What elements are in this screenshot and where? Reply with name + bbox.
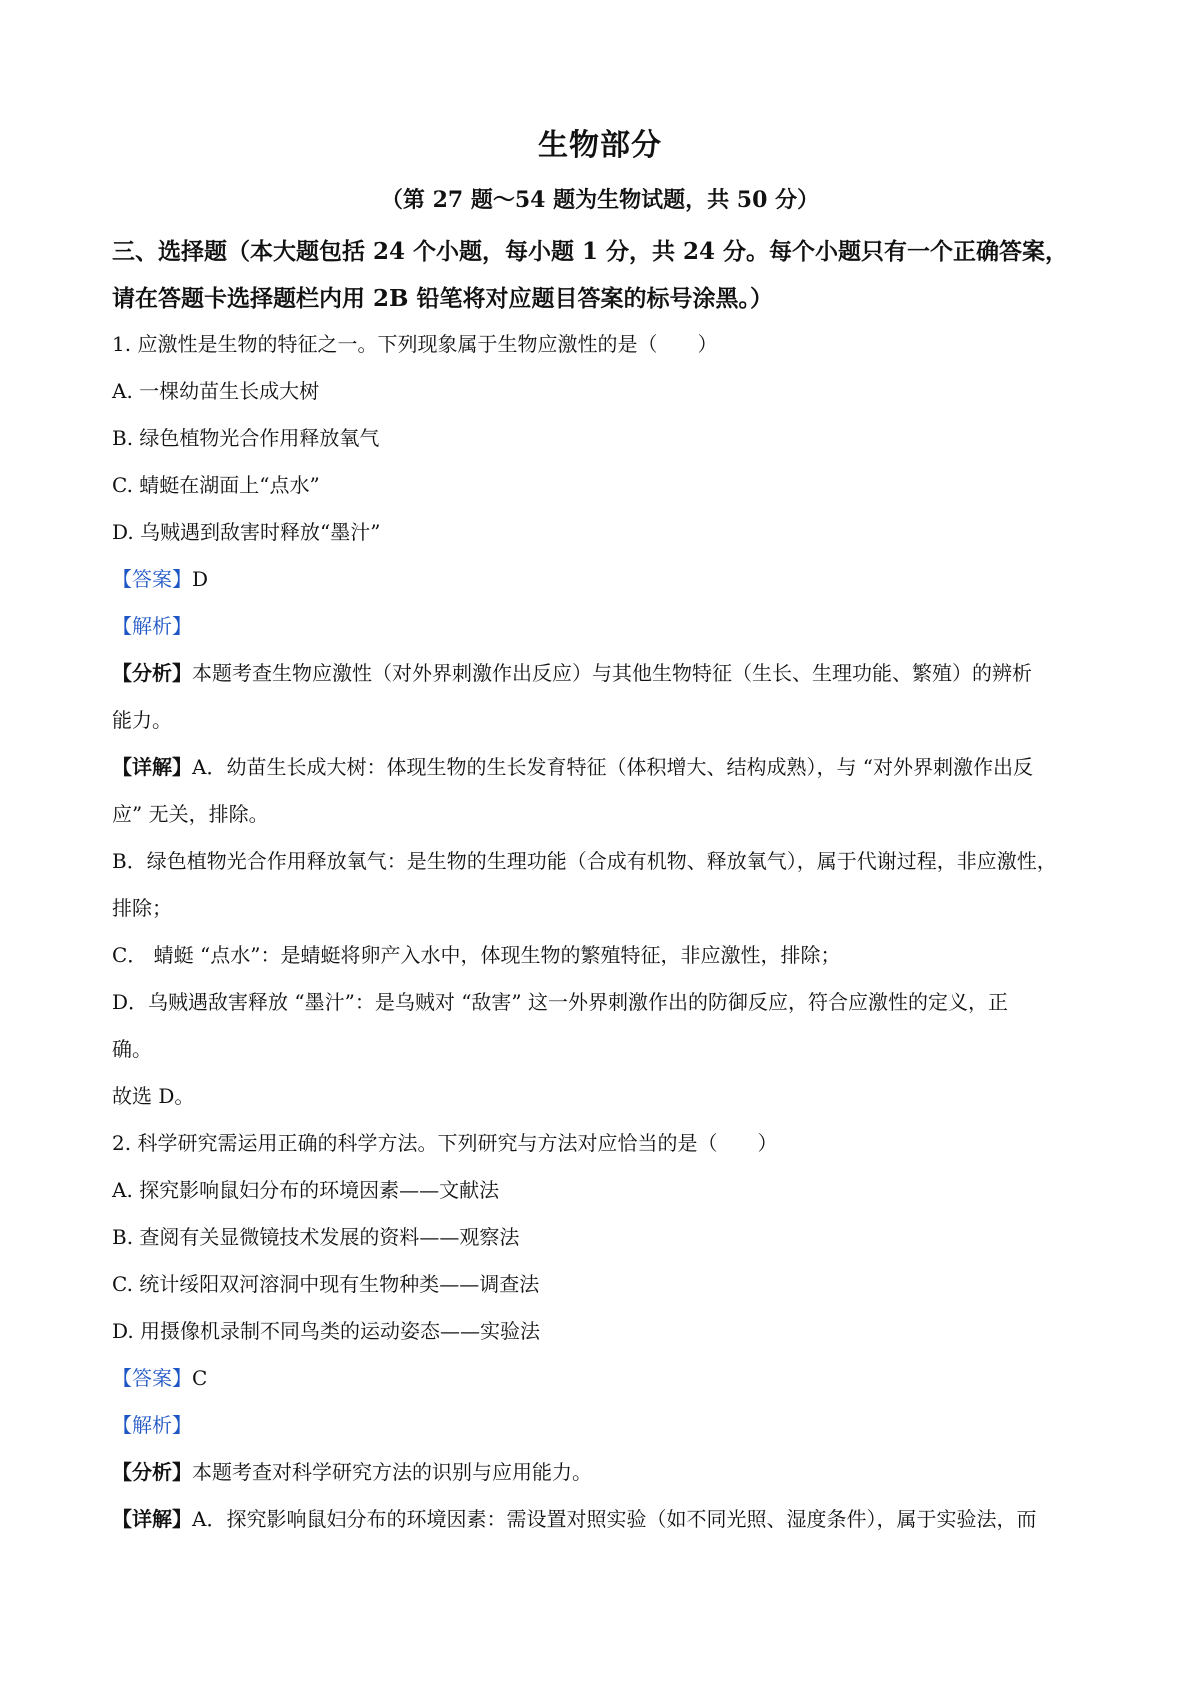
q2-option-b: B. 查阅有关显微镜技术发展的资料——观察法 [112,1225,520,1249]
q2-answer [112,1362,1112,1391]
xiangjie-label: 【详解】 [112,1507,192,1531]
answer-label: 【答案】 [112,567,192,591]
xiangjie-text: A．幼苗生长成大树：体现生物的生长发育特征（体积增大、结构成熟），与 “对外界刺激作出反 [192,755,1034,779]
answer-value: C [192,1366,208,1390]
fenxi-text: 本题考查对科学研究方法的识别与应用能力。 [192,1460,592,1484]
q1-xiangjie-line2: 应” 无关，排除。 [112,802,269,826]
q1-line-b1: B．绿色植物光合作用释放氧气：是生物的生理功能（合成有机物、释放氧气），属于代谢过程，非应激性， [112,849,1057,873]
q1-answer [112,563,1112,592]
q1-option-c: C. 蜻蜓在湖面上“点水” [112,473,320,497]
q1-option-d: D. 乌贼遇到敌害时释放“墨汁” [112,520,381,544]
answer-value: D [192,567,209,591]
q2-option-d: D. 用摄像机录制不同鸟类的运动姿态——实验法 [112,1319,541,1343]
xiangjie-text: A．探究影响鼠妇分布的环境因素：需设置对照实验（如不同光照、湿度条件），属于实验法，而 [192,1507,1037,1531]
q1-line-c: C． 蜻蜓 “点水”：是蜻蜓将卵产入水中，体现生物的繁殖特征，非应激性，排除； [112,943,841,967]
q1-line-d1: D．乌贼遇敌害释放 “墨汁”：是乌贼对 “敌害” 这一外界刺激作出的防御反应，符合应激性的定义，正 [112,990,1009,1014]
page-title: 生物部分 [538,128,662,163]
q2-option-c: C. 统计绥阳双河溶洞中现有生物种类——调查法 [112,1272,540,1296]
xiangjie-label: 【详解】 [112,755,192,779]
q1-xiangjie-line1 [112,751,1112,780]
q2-xiangjie-line1 [112,1503,1112,1532]
q1-stem: 1. 应激性是生物的特征之一。下列现象属于生物应激性的是（ ） [112,332,718,356]
q2-fenxi-line1 [112,1456,1112,1485]
q2-analysis-label: 【解析】 [112,1413,192,1437]
q1-fenxi-line1 [112,657,1112,686]
answer-label: 【答案】 [112,1366,192,1390]
q1-option-b: B. 绿色植物光合作用释放氧气 [112,426,380,450]
q1-line-b2: 排除； [112,896,172,920]
q1-line-d2: 确。 [112,1037,152,1061]
fenxi-label: 【分析】 [112,1460,192,1484]
q2-option-a: A. 探究影响鼠妇分布的环境因素——文献法 [112,1178,500,1202]
q1-conclusion: 故选 D。 [112,1084,195,1108]
fenxi-text: 本题考查生物应激性（对外界刺激作出反应）与其他生物特征（生长、生理功能、繁殖）的辨析 [192,661,1032,685]
fenxi-label: 【分析】 [112,661,192,685]
section-heading-line2: 请在答题卡选择题栏内用 2B 铅笔将对应题目答案的标号涂黑。） [112,285,773,312]
page-subtitle: （第 27 题～54 题为生物试题，共 50 分） [380,187,820,213]
q2-stem: 2. 科学研究需运用正确的科学方法。下列研究与方法对应恰当的是（ ） [112,1131,778,1155]
section-heading-line1: 三、选择题（本大题包括 24 个小题，每小题 1 分，共 24 分。每个小题只有一个正确答案， [112,238,1069,265]
q1-option-a: A. 一棵幼苗生长成大树 [112,379,320,403]
q1-fenxi-line2: 能力。 [112,708,172,732]
q1-analysis-label: 【解析】 [112,614,192,638]
